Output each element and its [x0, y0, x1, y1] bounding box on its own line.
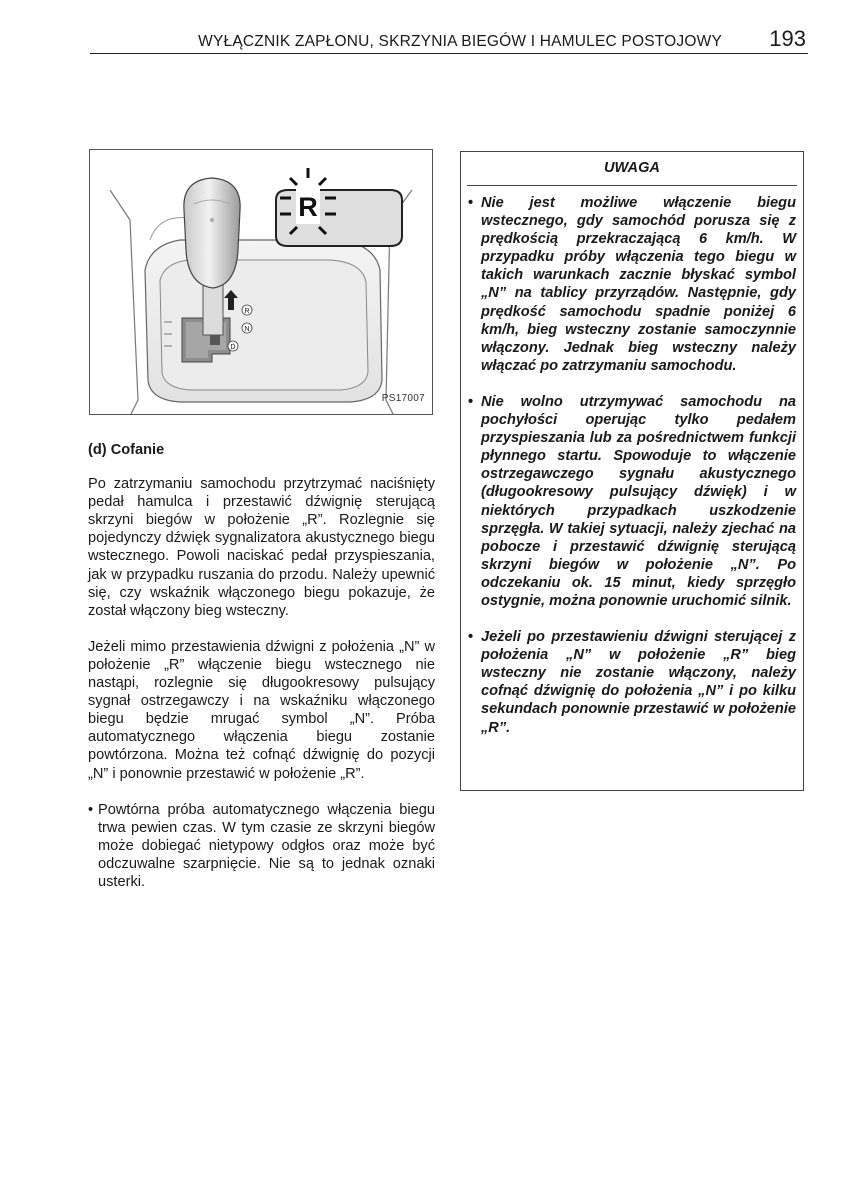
note-list: [88, 801, 435, 891]
page-number: 193: [769, 26, 806, 51]
note-text: Powtórna próba automatycznego włączenia biegu trwa pewien czas. W tym czasie ze skrzyni biegów może dobiegać nietypowy odgłos oraz może być odczuwalne szarpnięcie. Nie są to jednak oznaki usterki.: [98, 801, 435, 890]
gate-label-d: D: [230, 344, 236, 351]
warning-text: Nie wolno utrzymywać samochodu na pochyłości operując tylko pedałem przyspieszania lub za pośrednictwem funkcji płynnego startu. Spowoduje to włączenie ostrzegawczego sygnału akustycznego (długookresowy pulsujący dźwięk) i w niektórych przypadkach uszkodzenie sprzęgła. W takiej sytuacji, należy zjechać na pobocze i przestawić dźwignię sterującą skrzyni biegów w położenie „N”. Po odczekaniu ok. 15 minut, kiedy sprzęgło ostygnie, można ponownie uruchomić silnik.: [481, 393, 796, 609]
gate-label-n: N: [244, 326, 250, 333]
warning-title: UWAGA: [467, 152, 797, 186]
gear-shift-drawing: [90, 150, 433, 415]
warning-item: [468, 393, 796, 610]
bullet-icon: •: [88, 801, 94, 818]
warning-list: [468, 194, 796, 737]
indicator-letter: R: [298, 192, 318, 222]
warning-item: [468, 194, 796, 375]
gate-label-r: R: [244, 308, 250, 315]
paragraph-2: Jeżeli mimo przestawienia dźwigni z położenia „N” w położenie „R” włączenie biegu wstecznego nie nastąpi, rozlegnie się długookresowy pulsujący sygnał ostrzegawczy i na wskaźniku włączonego biegu będzie mrugać symbol „N”. Próba automatycznego włączenia biegu zostanie powtórzona. Można też cofnąć dźwignię do pozycji „N” i ponownie przestawić w położenie „R”.: [88, 638, 435, 782]
main-text-column: [88, 441, 435, 891]
warning-text: Nie jest możliwe włączenie biegu wstecznego, gdy samochód porusza się z prędkością przekraczającą 6 km/h. W przypadku próby włączenia tego biegu w takich warunkach zacznie błyskać symbol „N” na tablicy przyrządów. Następnie, gdy prędkość samochodu spadnie poniżej 6 km/h, bieg wsteczny zostanie samoczynnie włączony. Jednak bieg wsteczny należy włączać po zatrzymaniu samochodu.: [481, 195, 796, 374]
bullet-icon: •: [468, 393, 474, 410]
warning-item: [468, 628, 796, 737]
page-header: [90, 28, 808, 54]
warning-text: Jeżeli po przestawieniu dźwigni sterującej z położenia „N” w położenie „R” bieg wsteczny nie zostanie włączony, należy cofnąć dźwignię do położenia „N” i po kilku sekundach ponownie przestawić w położenie „R”.: [481, 629, 796, 736]
note-item: [88, 801, 435, 891]
gear-shift-illustration: [89, 149, 433, 415]
warning-box: [460, 151, 804, 791]
bullet-icon: •: [468, 195, 474, 211]
header-title: WYŁĄCZNIK ZAPŁONU, SKRZYNIA BIEGÓW I HAMULEC POSTOJOWY: [198, 33, 722, 50]
bullet-icon: •: [468, 629, 474, 646]
figure-code: PS17007: [381, 393, 425, 404]
paragraph-1: Po zatrzymaniu samochodu przytrzymać naciśnięty pedał hamulca i przestawić dźwignię sterującą skrzyni biegów w położenie „R”. Rozlegnie się pojedynczy dźwięk sygnalizatora akustycznego biegu wstecznego. Powoli naciskać pedał przyspieszania, jak w przypadku ruszania do przodu. Należy upewnić się, czy wskaźnik włączonego biegu pokazuje, że został włączony bieg wsteczny.: [88, 476, 435, 619]
section-heading: (d) Cofanie: [88, 442, 165, 458]
